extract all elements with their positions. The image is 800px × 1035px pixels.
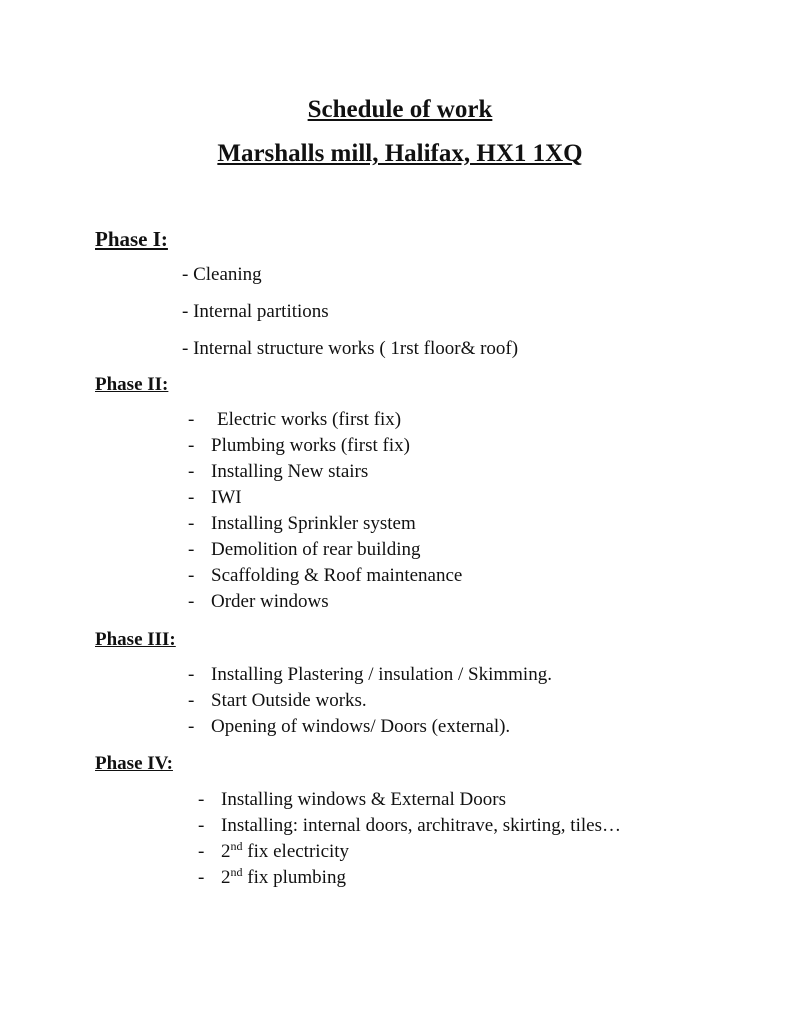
ordinal-number: 2 xyxy=(221,841,231,862)
list-item: - Cleaning xyxy=(182,264,262,285)
list-item-text: Installing New stairs xyxy=(211,461,369,482)
list-dash: - xyxy=(188,565,195,586)
list-dash: - xyxy=(188,461,195,482)
list-item-text: Demolition of rear building xyxy=(211,539,421,560)
list-item-text xyxy=(221,840,349,864)
list-item-text xyxy=(221,866,346,890)
list-dash: - xyxy=(188,716,195,737)
document-subtitle: Marshalls mill, Halifax, HX1 1XQ xyxy=(217,140,583,167)
phase-3-heading: Phase III: xyxy=(95,629,176,650)
list-item-text: Installing Sprinkler system xyxy=(211,513,416,534)
phase-4-heading: Phase IV: xyxy=(95,753,173,774)
phase-2-heading: Phase II: xyxy=(95,374,169,395)
list-item: - Internal structure works ( 1rst floor& roof) xyxy=(182,338,519,359)
list-item-text: Plumbing works (first fix) xyxy=(211,435,410,456)
ordinal-suffix: nd xyxy=(230,865,243,879)
list-item-text: Electric works (first fix) xyxy=(217,409,402,430)
list-dash: - xyxy=(188,513,195,534)
list-dash: - xyxy=(188,487,195,508)
list-item-rest: fix plumbing xyxy=(242,867,346,888)
list-dash: - xyxy=(198,789,205,810)
document-title: Schedule of work xyxy=(307,96,493,123)
list-item-text: Order windows xyxy=(211,591,329,612)
list-item: - Internal partitions xyxy=(182,301,329,322)
list-dash: - xyxy=(198,867,205,888)
list-dash: - xyxy=(188,690,195,711)
ordinal-suffix: nd xyxy=(230,839,243,853)
list-item-text: Installing windows & External Doors xyxy=(221,789,506,810)
list-item-text: Start Outside works. xyxy=(211,690,367,711)
list-dash: - xyxy=(188,539,195,560)
list-item-text: Installing: internal doors, architrave, skirting, tiles… xyxy=(221,815,621,836)
list-item-text: Installing Plastering / insulation / Skimming. xyxy=(211,664,552,685)
list-dash: - xyxy=(188,409,195,430)
list-item-rest: fix electricity xyxy=(242,841,350,862)
list-dash: - xyxy=(198,815,205,836)
phase-1-heading: Phase I: xyxy=(95,227,168,251)
list-item-text: IWI xyxy=(211,487,242,508)
list-dash: - xyxy=(188,435,195,456)
list-dash: - xyxy=(188,591,195,612)
list-dash: - xyxy=(188,664,195,685)
list-dash: - xyxy=(198,841,205,862)
ordinal-number: 2 xyxy=(221,867,231,888)
list-item-text: Scaffolding & Roof maintenance xyxy=(211,565,463,586)
list-item-text: Opening of windows/ Doors (external). xyxy=(211,716,511,737)
